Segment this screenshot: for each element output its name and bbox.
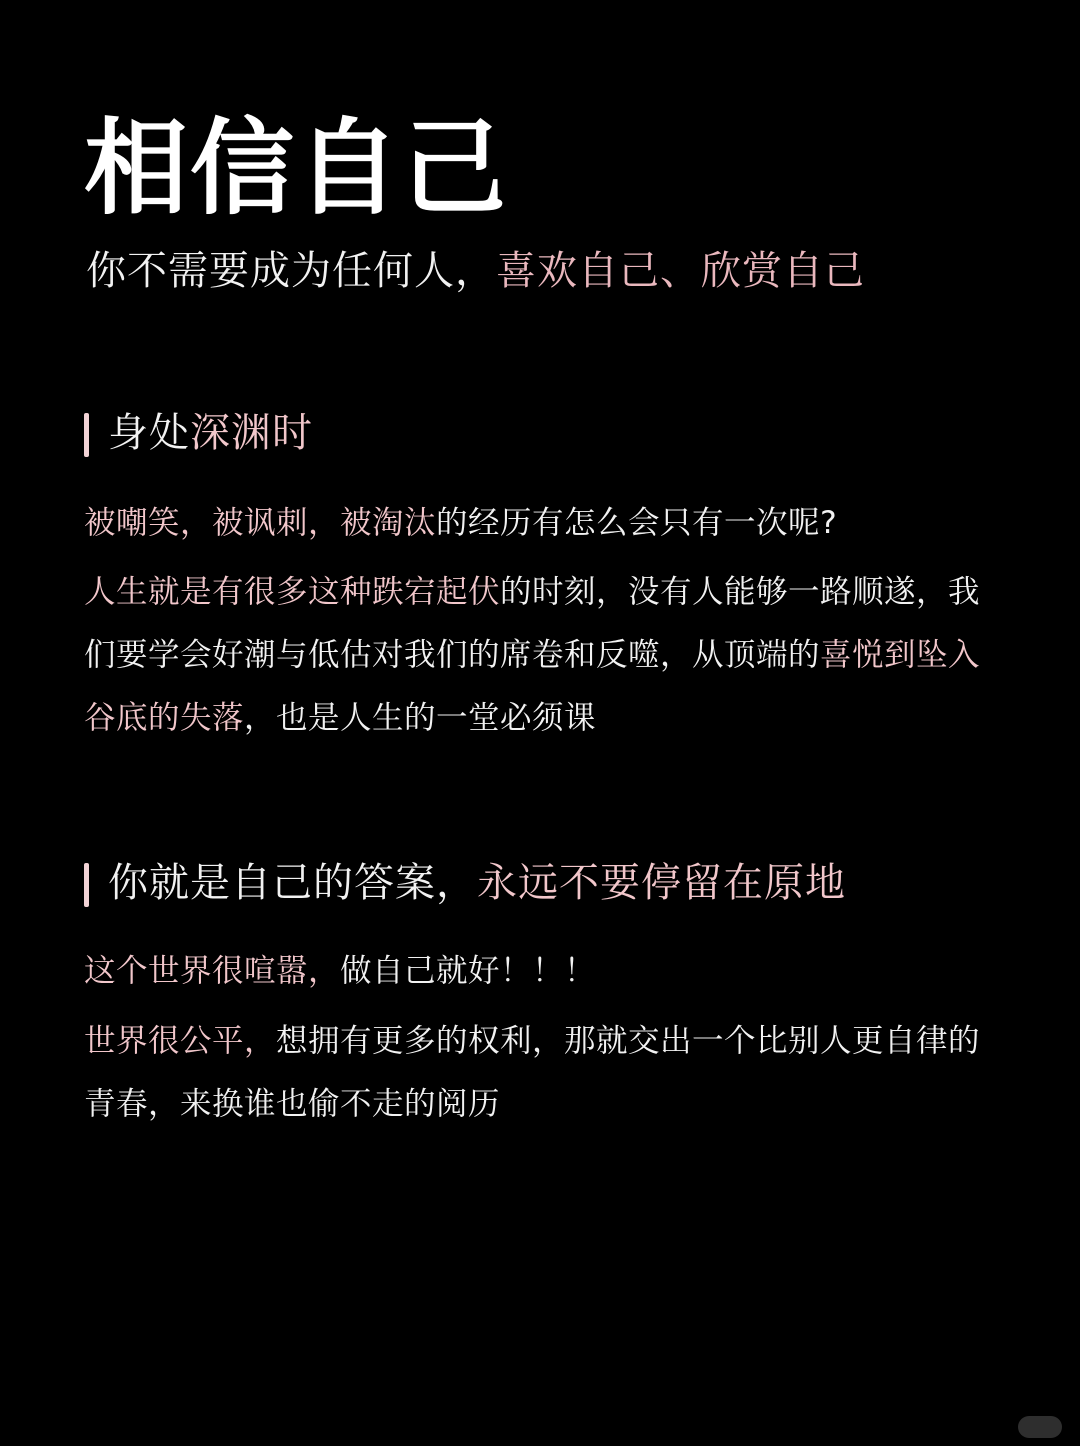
section1-para1-pink: 被嘲笑，被讽刺，被淘汰 [84,505,437,541]
section2-heading [84,856,846,910]
section1-paragraph2 [84,561,1004,750]
subtitle-part1: 你不需要成为任何人， [86,248,496,294]
section1-heading-part1: 身处 [108,410,190,456]
section2-para2-white: 想拥有更多的权利，那就交出一个比别人更自律的青春，来换谁也偷不走的阅历 [84,1023,981,1122]
section2-para1-pink: 这个世界很喧嚣， [84,953,341,989]
section1-accent-bar [84,413,89,457]
section1-heading-part2: 深渊时 [190,410,313,456]
section1-para2-pink: 人生就是有很多这种跌宕起伏 [84,574,501,610]
section2-heading-part1: 你就是自己的答案， [108,860,477,906]
section2-paragraph1 [84,940,1004,1003]
page-title: 相信自己 [84,107,509,229]
section1-para2-pink2: 喜悦到坠入谷底的失落 [84,637,981,736]
section1-para1-white: 的经历有怎么会只有一次呢? [436,505,838,541]
section1-para2-white: 的时刻，没有人能够一路顺遂，我们要学会好潮与低估对我们的席卷和反噬，从顶端的 [84,574,981,673]
section1-heading [84,406,313,460]
watermark-badge [1018,1416,1062,1438]
section2-heading-text [84,856,846,910]
section1-paragraph1 [84,492,1004,555]
section1-para2-white2: ，也是人生的一堂必须课 [244,700,597,736]
subtitle-part2: 喜欢自己、欣赏自己 [496,248,865,294]
section2-heading-part2: 永远不要停留在原地 [477,860,846,906]
section2-paragraph2 [84,1010,1004,1136]
section1-heading-text [84,406,313,460]
section2-accent-bar [84,863,89,907]
subtitle [86,244,865,298]
section2-para1-white: 做自己就好！！！ [340,953,597,989]
section2-para2-pink: 世界很公平， [84,1023,277,1059]
